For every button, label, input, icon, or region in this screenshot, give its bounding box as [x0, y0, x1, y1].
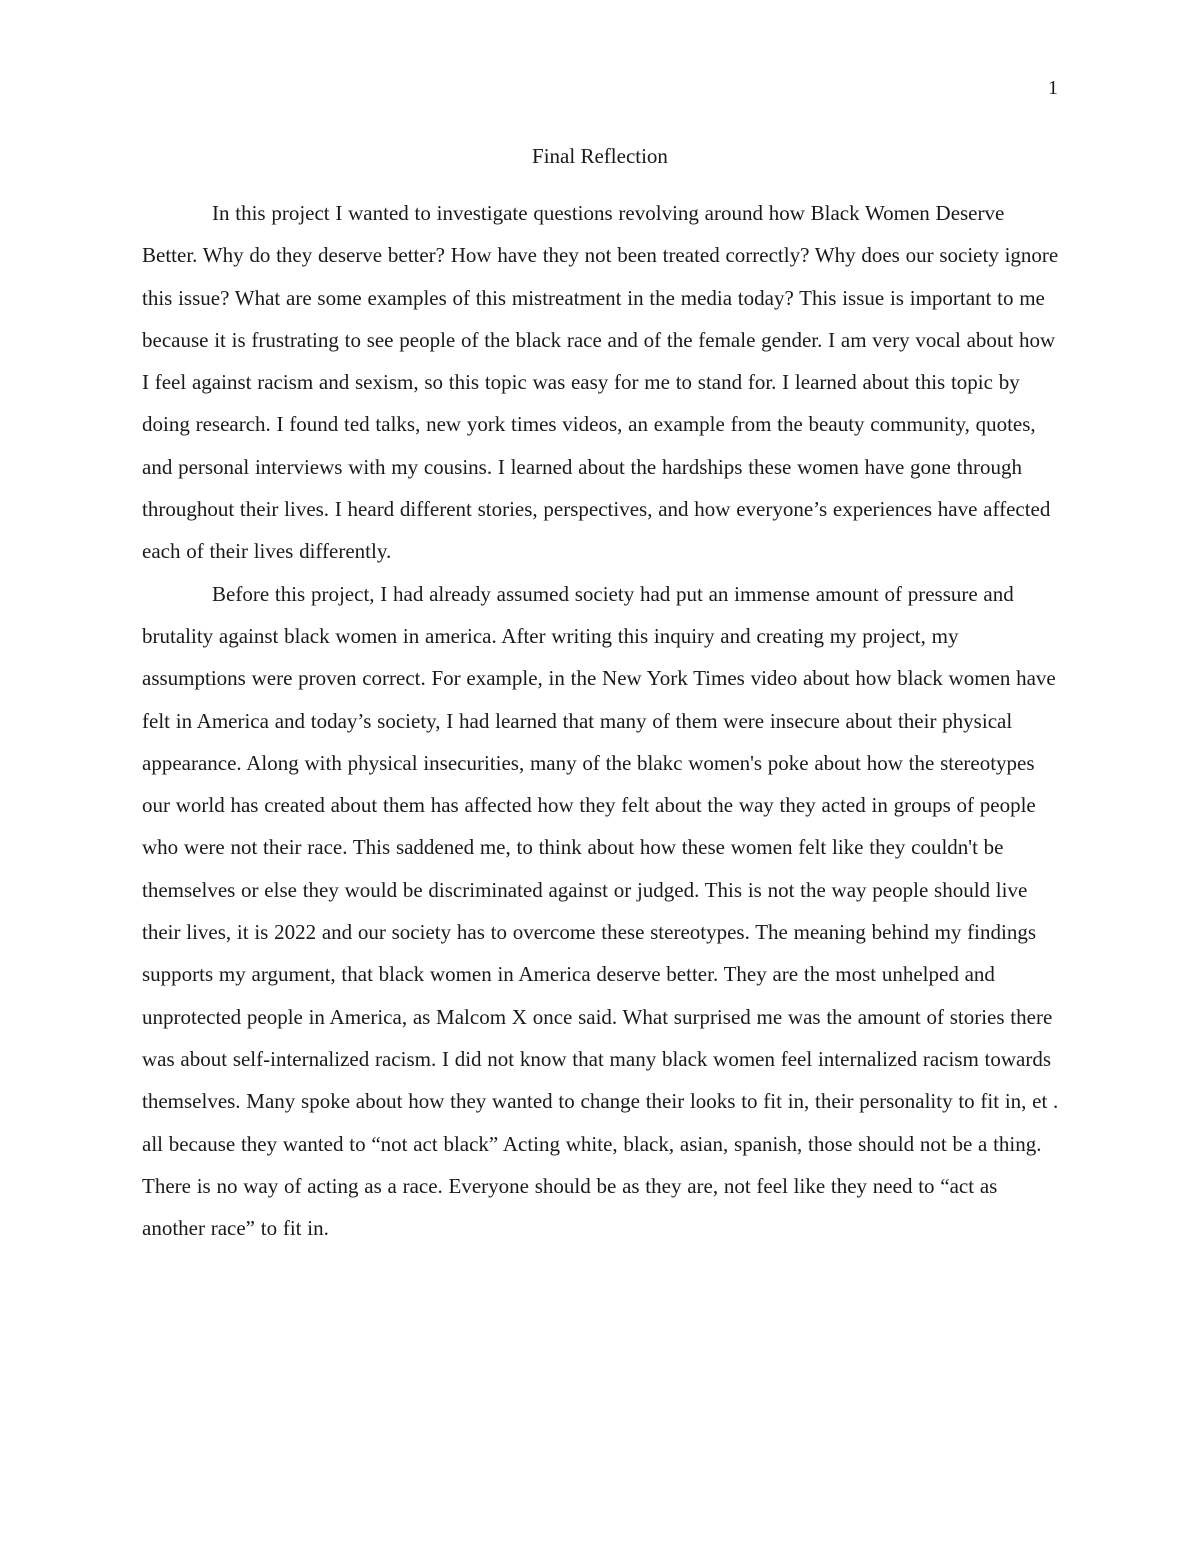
document-title: Final Reflection — [532, 144, 668, 168]
page-number: 1 — [1048, 77, 1058, 99]
document-body — [142, 192, 1062, 1249]
paragraph-1: In this project I wanted to investigate questions revolving around how Black Women Deserve Better. Why do they deserve better? How have they not been treated correctly? Why does our society ignore this issue? What are some examples of this mistreatment in the media today? This issue is important to me because it is frustrating to see people of the black race and of the female gender. I am very vocal about how I feel against racism and sexism, so this topic was easy for me to stand for. I learned about this topic by doing research. I found ted talks, new york times videos, an example from the beauty community, quotes, and personal interviews with my cousins. I learned about the hardships these women have gone through throughout their lives. I heard different stories, perspectives, and how everyone’s experiences have affected each of their lives differently. — [142, 201, 1059, 564]
paragraph-2: Before this project, I had already assumed society had put an immense amount of pressure and brutality against black women in america. After writing this inquiry and creating my project, my assumptions were proven correct. For example, in the New York Times video about how black women have felt in America and today’s society, I had learned that many of them were insecure about their physical appearance. Along with physical insecurities, many of the blakc women's poke about how the stereotypes our world has created about them has affected how they felt about the way they acted in groups of people who were not their race. This saddened me, to think about how these women felt like they couldn't be themselves or else they would be discriminated against or judged. This is not the way people should live their lives, it is 2022 and our society has to overcome these stereotypes. The meaning behind my findings supports my argument, that black women in America deserve better. They are the most unhelped and unprotected people in America, as Malcom X once said. What surprised me was the amount of stories there was about self-internalized racism. I did not know that many black women feel internalized racism towards themselves. Many spoke about how they wanted to change their looks to fit in, their personality to fit in, et . all because they wanted to “not act black” Acting white, black, asian, spanish, those should not be a thing. There is no way of acting as a race. Everyone should be as they are, not feel like they need to “act as another race” to fit in. — [142, 581, 1059, 1241]
